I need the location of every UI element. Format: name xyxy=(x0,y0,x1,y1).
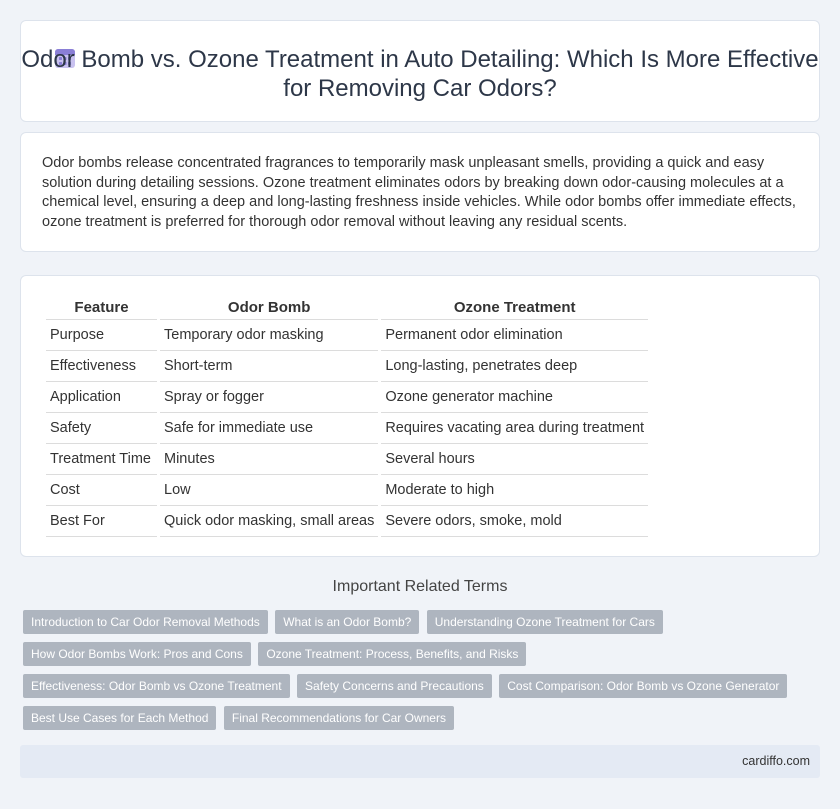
related-term-tag[interactable]: Best Use Cases for Each Method xyxy=(23,706,216,730)
related-term-tag[interactable]: Safety Concerns and Precautions xyxy=(297,674,492,698)
column-header-ozone-treatment: Ozone Treatment xyxy=(381,296,648,320)
related-term-tag[interactable]: Final Recommendations for Car Owners xyxy=(224,706,454,730)
table-row xyxy=(46,413,648,444)
intro-paragraph: Odor bombs release concentrated fragrances to temporarily mask unpleasant smells, providing a quick and easy solution during detailing sessions. Ozone treatment eliminates odors by breaking down odor-causing molecules at a chemical level, ensuring a deep and long-lasting freshness inside vehicles. While odor bombs offer immediate effects, ozone treatment is preferred for thorough odor removal without leaving any residual scents. xyxy=(42,155,796,230)
table-cell: Moderate to high xyxy=(381,475,648,506)
footer xyxy=(20,745,820,778)
comparison-table xyxy=(43,296,651,537)
table-cell: Permanent odor elimination xyxy=(381,320,648,351)
table-row xyxy=(46,320,648,351)
related-term-tag[interactable]: Introduction to Car Odor Removal Methods xyxy=(23,610,268,634)
related-term-tag[interactable]: Effectiveness: Odor Bomb vs Ozone Treatment xyxy=(23,674,290,698)
column-header-odor-bomb: Odor Bomb xyxy=(160,296,378,320)
table-cell: Temporary odor masking xyxy=(160,320,378,351)
related-term-tag[interactable]: How Odor Bombs Work: Pros and Cons xyxy=(23,642,251,666)
table-cell: Effectiveness xyxy=(46,351,157,382)
related-term-tag[interactable]: What is an Odor Bomb? xyxy=(275,610,419,634)
table-row xyxy=(46,506,648,537)
table-cell: Ozone generator machine xyxy=(381,382,648,413)
table-cell: Long-lasting, penetrates deep xyxy=(381,351,648,382)
table-row xyxy=(46,382,648,413)
table-cell: Severe odors, smoke, mold xyxy=(381,506,648,537)
related-terms-list xyxy=(23,610,803,738)
table-cell: Application xyxy=(46,382,157,413)
table-cell: Safety xyxy=(46,413,157,444)
page-title: Odor Bomb vs. Ozone Treatment in Auto Detailing: Which Is More Effective for Removing Car Odors? xyxy=(21,46,819,102)
table-cell: Spray or fogger xyxy=(160,382,378,413)
column-header-feature: Feature xyxy=(46,296,157,320)
related-terms-heading: Important Related Terms xyxy=(332,578,508,595)
related-term-tag[interactable]: Ozone Treatment: Process, Benefits, and Risks xyxy=(258,642,526,666)
table-cell: Quick odor masking, small areas xyxy=(160,506,378,537)
table-cell: Low xyxy=(160,475,378,506)
table-cell: Short-term xyxy=(160,351,378,382)
title-card xyxy=(20,20,820,122)
table-cell: Purpose xyxy=(46,320,157,351)
table-cell: Several hours xyxy=(381,444,648,475)
table-cell: Minutes xyxy=(160,444,378,475)
table-cell: Treatment Time xyxy=(46,444,157,475)
table-cell: Requires vacating area during treatment xyxy=(381,413,648,444)
table-cell: Best For xyxy=(46,506,157,537)
table-row xyxy=(46,475,648,506)
table-header-row xyxy=(46,296,648,320)
table-row xyxy=(46,351,648,382)
table-cell: Cost xyxy=(46,475,157,506)
table-cell: Safe for immediate use xyxy=(160,413,378,444)
intro-card xyxy=(20,132,820,252)
comparison-card xyxy=(20,275,820,557)
table-row xyxy=(46,444,648,475)
related-term-tag[interactable]: Understanding Ozone Treatment for Cars xyxy=(427,610,663,634)
related-term-tag[interactable]: Cost Comparison: Odor Bomb vs Ozone Generator xyxy=(499,674,787,698)
footer-site-link[interactable]: cardiffo.com xyxy=(742,754,810,768)
